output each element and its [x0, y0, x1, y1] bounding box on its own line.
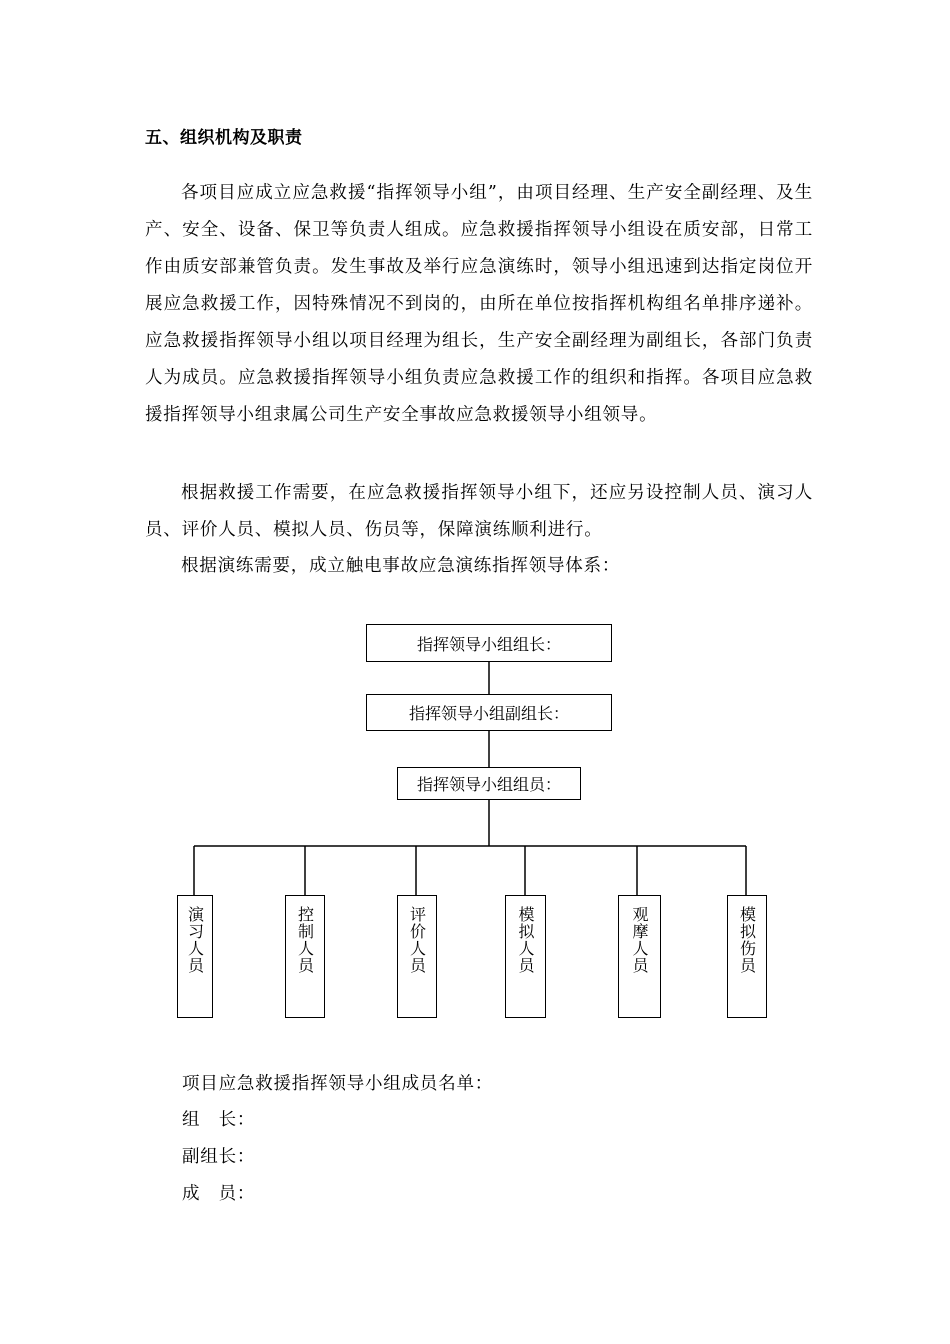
org-role-box: [397, 895, 437, 1018]
org-role-box: [177, 895, 213, 1018]
org-role-label: 模拟伤员: [737, 906, 757, 974]
org-role-label: 评价人员: [407, 906, 427, 974]
org-box-leader: [366, 624, 612, 662]
roster-deputy-label: 副组长：: [182, 1147, 256, 1167]
org-role-box: [505, 895, 546, 1018]
org-role-box: [618, 895, 661, 1018]
paragraph-support-staff: 根据救援工作需要，在应急救援指挥领导小组下，还应另设控制人员、演习人员、评价人员、模拟人员、伤员等，保障演练顺利进行。: [145, 483, 813, 540]
org-box-members-label: 指挥领导小组组员：: [416, 775, 561, 794]
org-role-label: 模拟人员: [516, 906, 535, 974]
org-role-box: [727, 895, 767, 1018]
paragraph-organization: 各项目应成立应急救援“指挥领导小组”，由项目经理、生产安全副经理、及生产、安全、设备、保卫等负责人组成。应急救援指挥领导小组设在质安部，日常工作由质安部兼管负责。发生事故及举行应急演练时，领导小组迅速到达指定岗位开展应急救援工作，因特殊情况不到岗的，由所在单位按指挥机构组名单排序递补。应急救援指挥领导小组以项目经理为组长，生产安全副经理为副组长，各部门负责人为成员。应急救援指挥领导小组负责应急救援工作的组织和指挥。各项目应急救援指挥领导小组隶属公司生产安全事故应急救援领导小组领导。: [145, 183, 813, 425]
roster-member-label: 成 员：: [182, 1184, 256, 1204]
paragraph-system-intro: 根据演练需要，成立触电事故应急演练指挥领导体系：: [181, 556, 621, 576]
roster-title: 项目应急救援指挥领导小组成员名单：: [182, 1074, 494, 1094]
org-role-label: 演习人员: [185, 906, 205, 974]
org-role-box: [285, 895, 325, 1018]
org-box-deputy-label: 指挥领导小组副组长：: [408, 704, 569, 723]
roster-leader-label: 组 长：: [182, 1110, 256, 1130]
org-box-leader-label: 指挥领导小组组长：: [416, 634, 561, 654]
org-role-label: 观摩人员: [630, 906, 649, 974]
section-heading: 五、组织机构及职责: [145, 128, 303, 148]
org-box-members: [397, 767, 581, 800]
org-box-deputy: [366, 694, 612, 731]
org-role-label: 控制人员: [295, 906, 315, 974]
